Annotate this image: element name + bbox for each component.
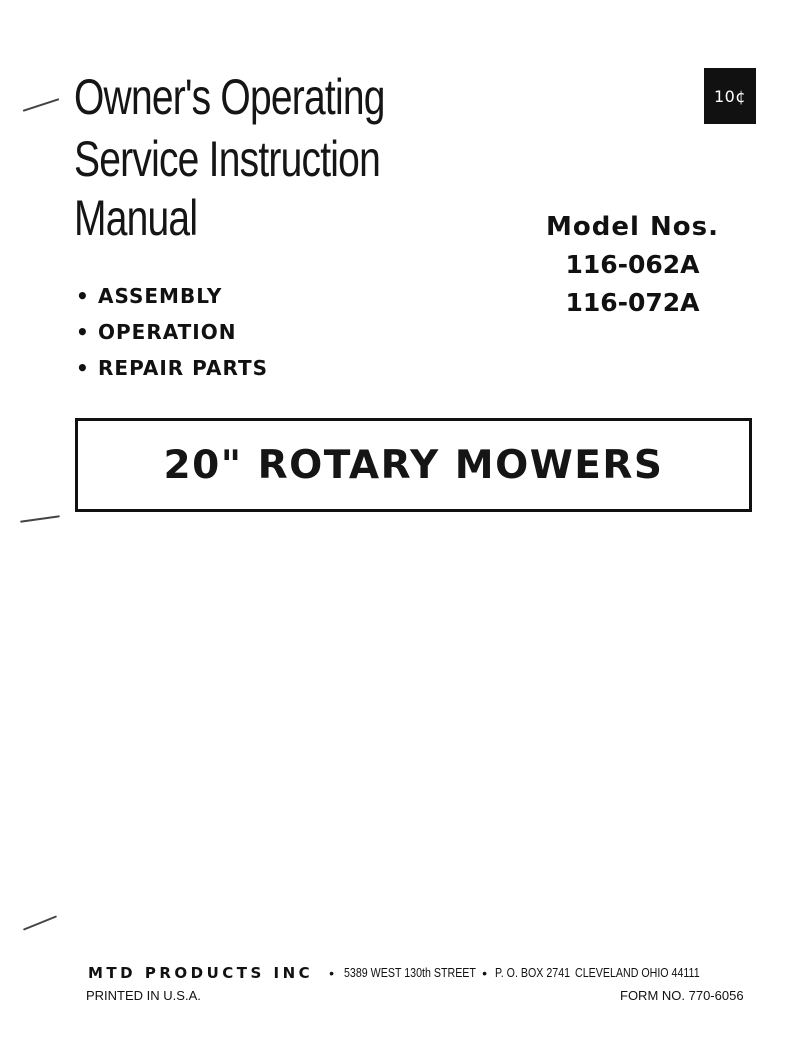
company-name: MTD PRODUCTS INC	[88, 964, 314, 982]
contents-item-label: REPAIR PARTS	[98, 356, 269, 380]
company-address-line	[88, 962, 700, 984]
price-badge: 10¢	[704, 68, 756, 124]
printed-in: PRINTED IN U.S.A.	[86, 988, 201, 1003]
contents-item	[76, 281, 268, 317]
title-line-1: Owner's Operating	[74, 69, 385, 125]
title-line-3: Manual	[74, 190, 198, 246]
model-number: 116-062A	[565, 250, 700, 279]
contents-item-label: OPERATION	[98, 320, 237, 344]
separator: •	[329, 965, 335, 981]
product-banner	[75, 418, 752, 512]
street-address: 5389 WEST 130th STREET	[344, 965, 477, 980]
city-address: CLEVELAND OHIO 44111	[574, 965, 700, 980]
contents-item	[76, 317, 268, 353]
bullet: •	[76, 284, 90, 308]
bullet: •	[76, 320, 90, 344]
title-line-2: Service Instruction	[74, 131, 380, 187]
banner-title: 20" ROTARY MOWERS	[163, 442, 664, 488]
model-heading: Model Nos.	[546, 212, 719, 242]
scan-mark	[20, 515, 60, 523]
po-box: P. O. BOX 2741	[494, 965, 571, 980]
contents-list	[76, 281, 268, 389]
scan-mark	[23, 98, 60, 112]
separator: •	[482, 965, 487, 981]
contents-item-label: ASSEMBLY	[98, 284, 223, 308]
contents-item	[76, 353, 268, 389]
model-numbers	[525, 208, 740, 322]
scan-mark	[23, 915, 57, 930]
model-number: 116-072A	[565, 288, 700, 317]
bullet: •	[76, 356, 90, 380]
form-number: FORM NO. 770-6056	[620, 988, 744, 1003]
